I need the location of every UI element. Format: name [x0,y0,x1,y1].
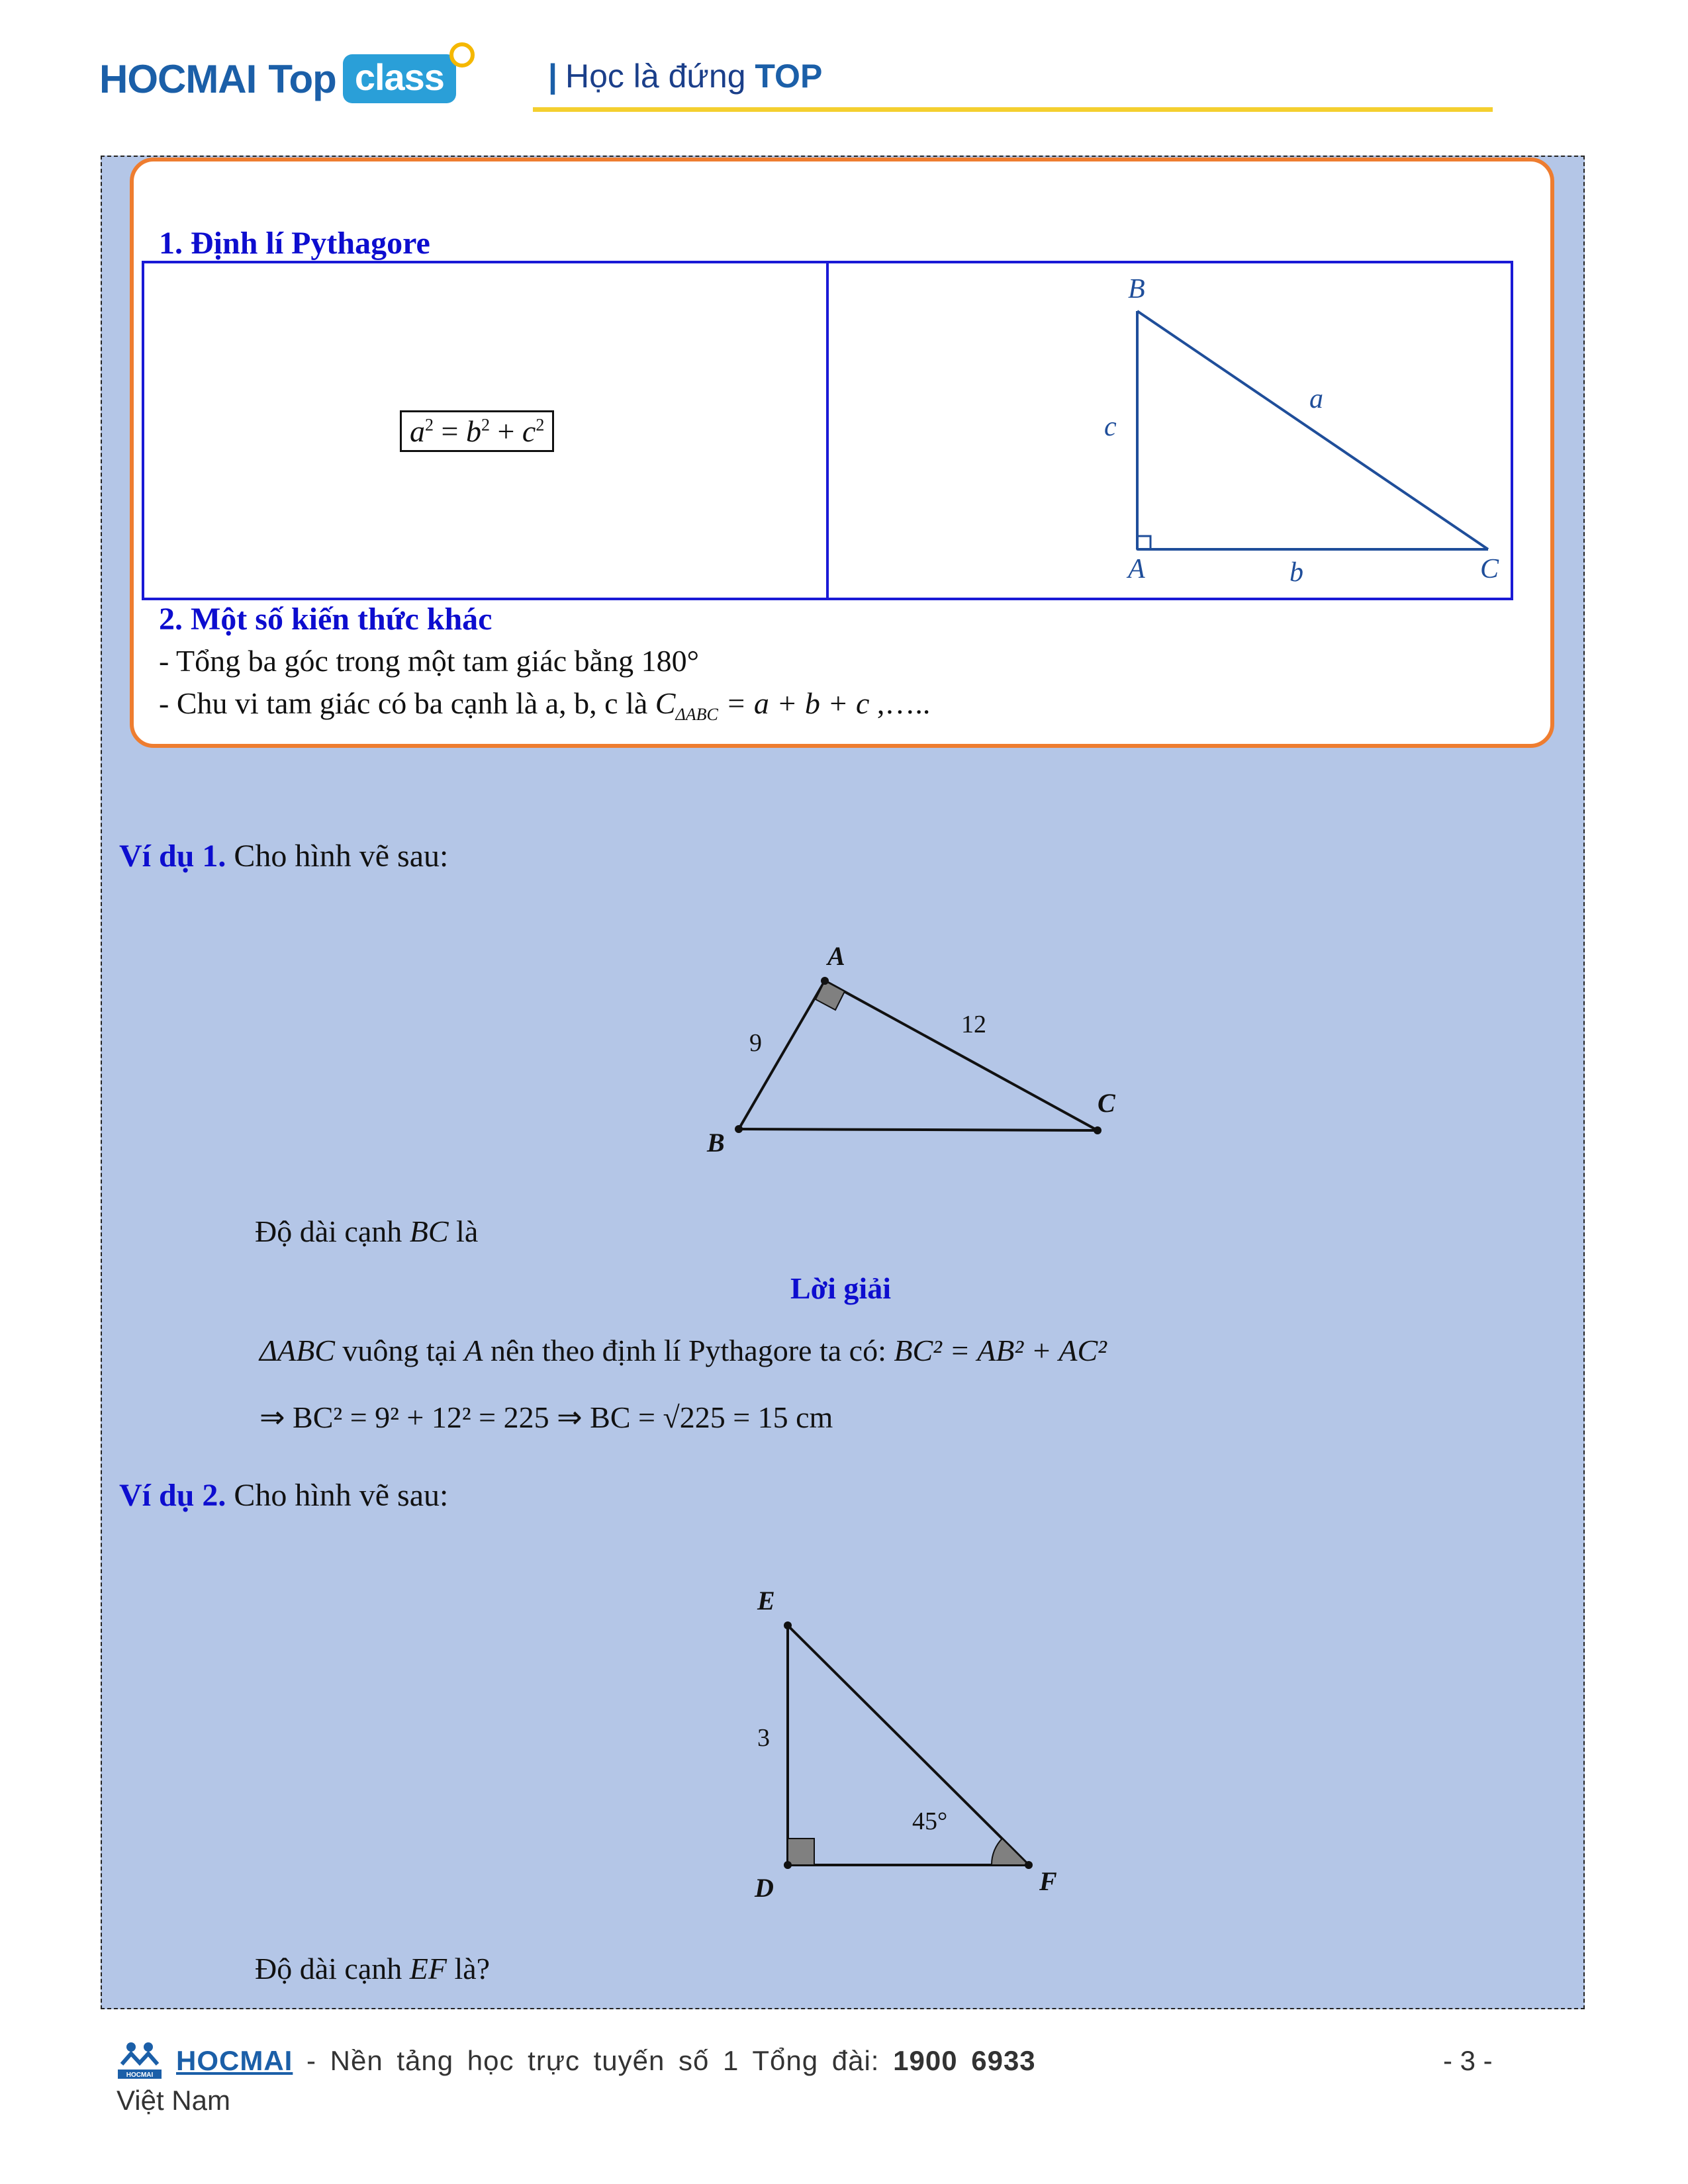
table-divider [826,263,829,598]
ex1-point-B [735,1125,743,1133]
label-A: A [1128,554,1145,584]
ex2-question-prefix: Độ dài cạnh [255,1952,410,1985]
page-number: - 3 - [1443,2045,1493,2076]
ex2-label-D: D [755,1873,774,1903]
label-c: c [1104,412,1117,442]
ex1-point-A [821,977,829,985]
example1-heading [119,838,448,874]
fact2-tail: ,….. [869,686,931,720]
slogan [548,57,822,95]
header-underline [533,107,1493,112]
ex2-label-E: E [757,1586,775,1615]
ex2-label-angle: 45° [912,1807,948,1835]
formula-plus: + [489,414,522,448]
sun-icon [449,42,475,68]
sol1-vertex: A [464,1334,483,1367]
footer-brand-link[interactable]: HOCMAI [176,2045,293,2076]
formula-b: b [465,414,481,448]
example1-figure [688,933,1152,1171]
ex1-label-A: A [827,941,845,971]
theorem-table [142,261,1513,600]
fact2-sub: ΔABC [675,705,718,725]
formula-exp-b: 2 [481,415,490,435]
example1-text: Cho hình vẽ sau: [226,839,449,874]
example2-question [255,1951,490,1986]
section1-title: 1. Định lí Pythagore [159,226,430,261]
label-b: b [1289,557,1303,588]
solution-line2: ⇒ BC² = 9² + 12² = 225 ⇒ BC = √225 = 15 cm [259,1400,833,1434]
footer-hotline: 1900 6933 [893,2045,1036,2076]
ex2-side-EF [788,1625,1029,1865]
slogan-highlight: TOP [755,58,823,95]
ex2-question-var: EF [409,1952,447,1985]
fact2-formula: C [655,686,676,720]
fact2-rest: = a + b + c [718,686,870,720]
slogan-bar: | [548,58,557,95]
sol1-text1: vuông tại [334,1334,465,1367]
logo-class [343,54,456,103]
logo-main: HOCMAI [99,56,257,101]
example1-question [255,1214,478,1249]
ex1-right-angle-mark [816,981,845,1010]
fact-angle-sum: - Tổng ba góc trong một tam giác bằng 180° [159,644,699,678]
example2-label: Ví dụ 2. [119,1478,226,1513]
ex1-side-AC [825,981,1098,1130]
footer-logo-text: HOCMAI [126,2071,154,2079]
ex2-point-F [1025,1861,1033,1869]
ex1-side-BC [739,1129,1098,1130]
footer-tagline: - Nền tảng học trực tuyến số 1 [293,2045,753,2076]
sol1-equation: BC² = AB² + AC² [894,1334,1107,1367]
logo-class-text: class [354,56,444,98]
formula-a: a [410,414,425,448]
label-C: C [1480,554,1499,584]
label-a: a [1309,384,1323,414]
solution-line1 [259,1333,1107,1368]
formula-eq: = [434,414,466,448]
side-a [1137,311,1488,549]
ex2-right-angle-mark [788,1839,814,1865]
footer-hotline-label: Tổng đài: [752,2045,894,2076]
logo-top: Top [268,56,336,101]
fact-perimeter [159,686,930,725]
sol1-triangle: ΔABC [259,1334,335,1367]
ex2-point-D [784,1861,792,1869]
ex1-question-suffix: là [448,1214,479,1248]
formula-exp-c: 2 [536,415,545,435]
sol1-text2: nên theo định lí Pythagore ta có: [483,1334,894,1367]
slogan-prefix: Học là đứng [565,58,746,95]
pythagore-figure [839,263,1501,598]
example2-text: Cho hình vẽ sau: [226,1478,449,1513]
hocmai-topclass-logo [99,54,456,103]
formula-exp-a: 2 [425,415,434,435]
fact2-prefix: - Chu vi tam giác có ba cạnh là a, b, c là [159,686,655,720]
pythagore-formula [400,410,554,452]
ex2-label-F: F [1039,1866,1057,1896]
ex1-label-C: C [1098,1088,1115,1118]
ex2-question-suffix: là? [446,1952,491,1985]
ex1-question-prefix: Độ dài cạnh [255,1214,410,1248]
ex2-label-ED: 3 [757,1724,770,1752]
example1-label: Ví dụ 1. [119,839,226,874]
footer-country: Việt Nam [117,2085,230,2116]
ex1-label-AB: 9 [749,1029,762,1057]
example2-heading [119,1477,448,1514]
ex2-point-E [784,1621,792,1629]
label-B: B [1128,274,1145,304]
right-angle-mark [1137,536,1150,549]
ex1-question-var: BC [409,1214,449,1248]
ex1-label-B: B [707,1128,725,1158]
ex1-label-AC: 12 [961,1011,986,1038]
example2-figure [728,1575,1099,1906]
ex2-angle-mark [992,1839,1029,1865]
formula-c: c [522,414,536,448]
hocmai-footer-logo [117,2040,163,2081]
section2-title: 2. Một số kiến thức khác [159,602,492,637]
footer-text [176,2045,1036,2077]
solution-title: Lời giải [790,1271,891,1305]
ex1-point-C [1094,1126,1102,1134]
